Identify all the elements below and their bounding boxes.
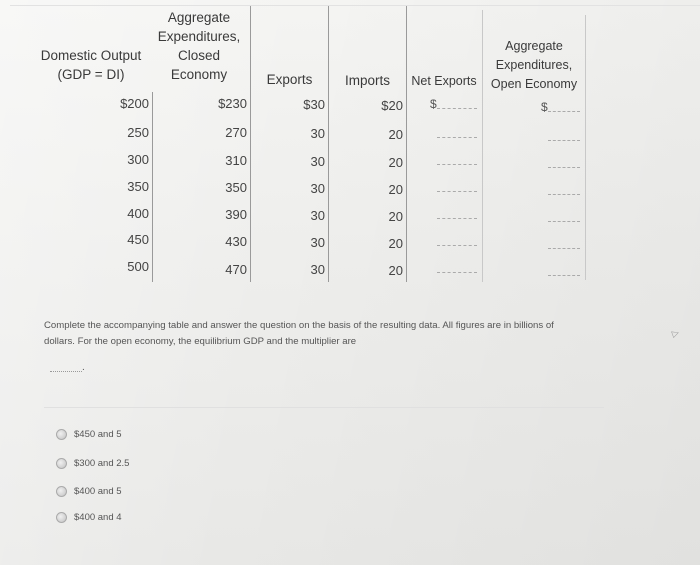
cell-gdp: 450 xyxy=(127,232,149,247)
net-exports-blank[interactable] xyxy=(437,98,477,109)
cell-gdp: 250 xyxy=(127,125,149,140)
header-ae-closed xyxy=(150,8,248,84)
cell-imports: 20 xyxy=(388,127,403,142)
option-4[interactable] xyxy=(56,512,122,523)
ae-open-blank[interactable] xyxy=(548,130,580,141)
mouse-cursor-icon: ▷ xyxy=(670,327,681,339)
cell-imports: 20 xyxy=(388,182,403,197)
net-exports-blank[interactable] xyxy=(437,262,477,273)
net-exports-blank[interactable] xyxy=(437,154,477,165)
header-ae-open xyxy=(482,37,586,94)
cell-exports: 30 xyxy=(310,235,325,250)
cell-imports: $20 xyxy=(381,98,403,113)
cell-exports: 30 xyxy=(310,208,325,223)
question-suffix: . xyxy=(82,362,85,373)
col-border xyxy=(328,5,329,282)
net-exports-blank[interactable] xyxy=(437,208,477,219)
option-label: $450 and 5 xyxy=(74,429,122,440)
header-ae-open-line3: Open Economy xyxy=(490,77,578,91)
question-body: Complete the accompanying table and answer the question on the basis of the resulting data. All figures are in billions of dollars. For the open economy, the equilibrium GDP and the multiplier are xyxy=(44,320,554,347)
header-domestic-output-line1: Domestic Output xyxy=(40,48,142,63)
cell-imports: 20 xyxy=(388,209,403,224)
answer-blank xyxy=(50,370,82,372)
net-exports-blank[interactable] xyxy=(437,235,477,246)
header-domestic-output xyxy=(32,46,150,84)
header-domestic-output-line2: (GDP = DI) xyxy=(57,67,125,82)
cell-ae-closed: 350 xyxy=(225,180,247,195)
cell-exports: 30 xyxy=(310,181,325,196)
header-ae-closed-line4: Economy xyxy=(170,67,228,82)
cell-imports: 20 xyxy=(388,236,403,251)
cell-imports: 20 xyxy=(388,263,403,278)
option-3[interactable] xyxy=(56,486,122,497)
cell-gdp: 350 xyxy=(127,179,149,194)
cell-exports: $30 xyxy=(303,97,325,112)
cell-imports: 20 xyxy=(388,155,403,170)
ae-open-dollar: $ xyxy=(541,100,548,114)
ae-open-blank[interactable] xyxy=(548,101,580,112)
row-border xyxy=(10,5,700,6)
cell-ae-closed: 270 xyxy=(225,125,247,140)
cell-exports: 30 xyxy=(310,126,325,141)
header-net-exports: Net Exports xyxy=(411,74,477,88)
radio-button-icon[interactable] xyxy=(56,429,67,440)
cell-exports: 30 xyxy=(310,262,325,277)
cell-ae-closed: 470 xyxy=(225,262,247,277)
ae-open-blank[interactable] xyxy=(548,184,580,195)
option-label: $300 and 2.5 xyxy=(74,458,130,469)
cell-gdp: 400 xyxy=(127,206,149,221)
question-text xyxy=(44,318,574,350)
ae-open-blank[interactable] xyxy=(548,265,580,276)
col-border xyxy=(250,5,251,282)
cell-gdp: 500 xyxy=(127,259,149,274)
header-ae-closed-line1: Aggregate xyxy=(167,10,231,25)
col-border xyxy=(585,15,586,280)
cell-ae-closed: 310 xyxy=(225,153,247,168)
divider xyxy=(44,407,604,408)
header-ae-closed-line2: Expenditures, xyxy=(157,29,241,44)
header-ae-open-line2: Expenditures, xyxy=(495,58,573,72)
header-ae-open-line1: Aggregate xyxy=(505,39,563,53)
radio-button-icon[interactable] xyxy=(56,512,67,523)
header-ae-closed-line3: Closed xyxy=(177,48,221,63)
radio-button-icon[interactable] xyxy=(56,486,67,497)
option-label: $400 and 4 xyxy=(74,512,122,523)
option-2[interactable] xyxy=(56,458,129,469)
net-exports-dollar: $ xyxy=(430,97,437,111)
radio-button-icon[interactable] xyxy=(56,458,67,469)
cell-ae-closed: 390 xyxy=(225,207,247,222)
cell-ae-closed: $230 xyxy=(218,96,247,111)
header-imports: Imports xyxy=(344,73,390,88)
col-border xyxy=(406,5,407,282)
col-border xyxy=(482,10,483,282)
cell-exports: 30 xyxy=(310,154,325,169)
cell-ae-closed: 430 xyxy=(225,234,247,249)
col-border xyxy=(152,92,153,282)
net-exports-blank[interactable] xyxy=(437,127,477,138)
option-label: $400 and 5 xyxy=(74,486,122,497)
ae-open-blank[interactable] xyxy=(548,157,580,168)
header-exports: Exports xyxy=(266,72,313,87)
ae-open-blank[interactable] xyxy=(548,238,580,249)
ae-open-blank[interactable] xyxy=(548,211,580,222)
net-exports-blank[interactable] xyxy=(437,181,477,192)
cell-gdp: $200 xyxy=(120,96,149,111)
cell-gdp: 300 xyxy=(127,152,149,167)
option-1[interactable] xyxy=(56,429,122,440)
